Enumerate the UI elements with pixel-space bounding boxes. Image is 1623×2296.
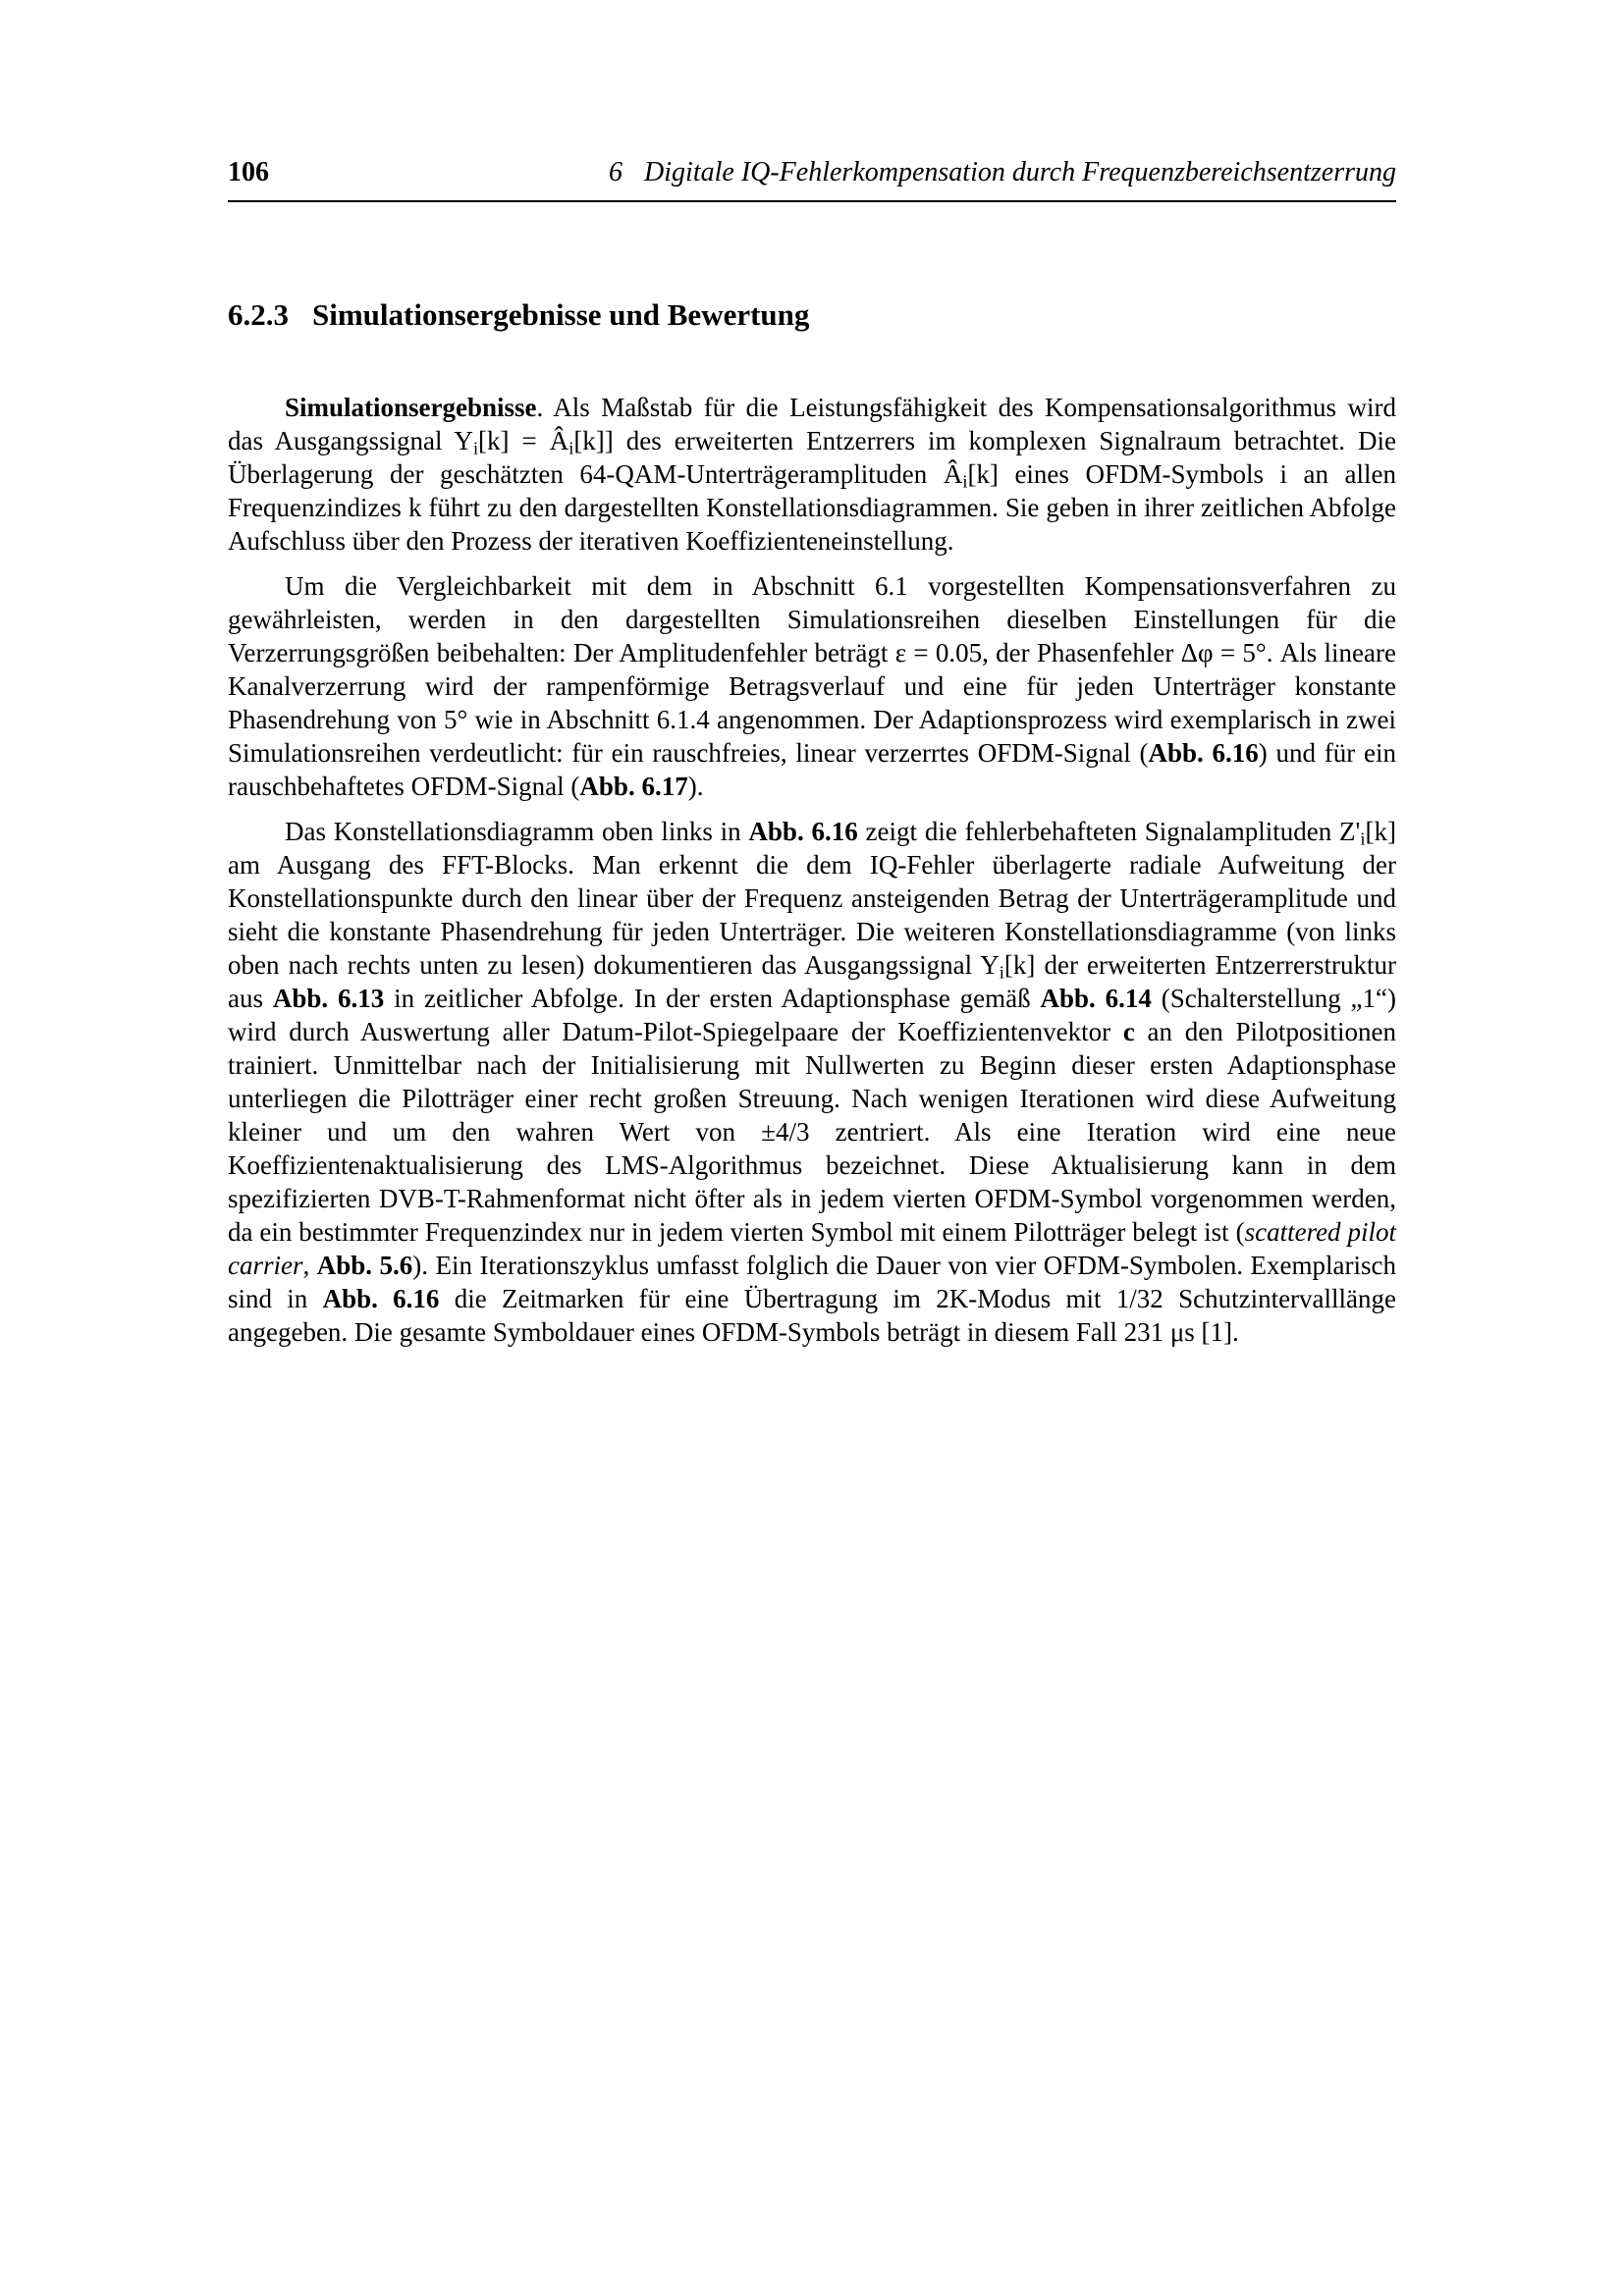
emphasis-text: c bbox=[1122, 1017, 1135, 1046]
paragraph bbox=[228, 569, 1396, 803]
subscript: i bbox=[1360, 828, 1366, 849]
emphasis-text: Abb. 6.17 bbox=[579, 772, 688, 801]
text-run: in zeitlicher Abfolge. In der ersten Adaptionsphase gemäß bbox=[384, 984, 1041, 1013]
text-run: (Schalterstellung „1“) wird durch Auswertung aller Datum-Pilot-Spiegelpaare der Koeffizientenvektor bbox=[228, 984, 1397, 1046]
text-run: ) und für ein rauschbehaftetes OFDM-Signal ( bbox=[228, 738, 1396, 801]
text-run: [k] eines OFDM-Symbols i an allen Frequenzindizes k führt zu den dargestellten Konstellationsdiagrammen. Sie geben in ihrer zeitlichen Abfolge Aufschluss über den Prozess der iterativen Koeffizienteneinstellung. bbox=[228, 459, 1397, 556]
running-title bbox=[609, 157, 1396, 188]
section-heading bbox=[228, 296, 1396, 334]
subscript: i bbox=[472, 438, 479, 458]
text-run: ). bbox=[687, 772, 704, 801]
paragraph bbox=[228, 391, 1396, 558]
section-number: 6.2.3 bbox=[228, 297, 289, 332]
emphasis-text: Abb. 6.16 bbox=[1148, 738, 1259, 768]
page-number: 106 bbox=[228, 157, 269, 187]
running-header bbox=[228, 157, 1396, 202]
page-content bbox=[228, 157, 1396, 1349]
text-run: zeigt die fehlerbehafteten Signalamplituden Z' bbox=[857, 817, 1361, 846]
text-run: [k] der erweiterten Entzerrerstruktur aus bbox=[228, 950, 1396, 1013]
text-run: an den Pilotpositionen trainiert. Unmittelbar nach der Initialisierung mit Nullwerten zu Beginn dieser ersten Adaptionsphase unterliegen die Pilotträger einer recht großen Streuung. Nach wenigen Iterationen wird diese Aufweitung kleiner und um den wahren Wert von ±4/3 zentriert. Als eine Iteration wird eine neue Koeffizientenaktualisierung des LMS-Algorithmus bezeichnet. Diese Aktualisierung kann in dem spezifizierten DVB-T-Rahmenformat nicht öfter als in jedem vierten OFDM-Symbol vorgenommen werden, da ein bestimmter Frequenzindex nur in jedem vierten Symbol mit einem Pilotträger belegt ist ( bbox=[228, 1017, 1397, 1247]
text-run: [k] am Ausgang des FFT-Blocks. Man erkennt die dem IQ-Fehler überlagerte radiale Aufweitung der Konstellationspunkte durch den linear über der Frequenz ansteigenden Betrag der Unterträgeramplitude und sieht die konstante Phasendrehung für jeden Unterträger. Die weiteren Konstellationsdiagramme (von links oben nach rechts unten zu lesen) dokumentieren das Ausgangssignal Y bbox=[228, 817, 1396, 980]
chapter-number: 6 bbox=[609, 157, 623, 187]
section-title: Simulationsergebnisse und Bewertung bbox=[312, 297, 810, 332]
text-run: die Zeitmarken für eine Übertragung im 2K-Modus mit 1/32 Schutzintervalllänge angegeben. Die gesamte Symboldauer eines OFDM-Symbols beträgt in diesem Fall 231 μs [1]. bbox=[228, 1284, 1397, 1347]
text-run: . Als Maßstab für die Leistungsfähigkeit des Kompensationsalgorithmus wird das Ausgangssignal Y bbox=[228, 393, 1396, 455]
emphasis-text: Simulationsergebnisse bbox=[285, 393, 537, 422]
subscript: i bbox=[999, 962, 1004, 983]
emphasis-text: Abb. 6.16 bbox=[748, 817, 858, 846]
emphasis-text: Abb. 6.13 bbox=[272, 984, 385, 1013]
text-run: ). Ein Iterationszyklus umfasst folglich die Dauer von vier OFDM-Symbolen. Exemplarisch sind in bbox=[228, 1251, 1397, 1313]
text-run: Das Konstellationsdiagramm oben links in bbox=[285, 817, 749, 846]
text-run: Um die Vergleichbarkeit mit dem in Abschnitt 6.1 vorgestellten Kompensationsverfahren zu gewährleisten, werden in den dargestellten Simulationsreihen dieselben Einstellungen für die Verzerrungsgrößen beibehalten: Der Amplitudenfehler beträgt ε = 0.05, der Phasenfehler Δφ = 5°. Als lineare Kanalverzerrung wird der rampenförmige Betragsverlauf und eine für jeden Unterträger konstante Phasendrehung von 5° wie in Abschnitt 6.1.4 angenommen. Der Adaptionsprozess wird exemplarisch in zwei Simulationsreihen verdeutlicht: für ein rauschfreies, linear verzerrtes OFDM-Signal ( bbox=[228, 571, 1396, 768]
emphasis-text: Abb. 6.14 bbox=[1040, 984, 1152, 1013]
text-run: [k]] des erweiterten Entzerrers im komplexen Signalraum betrachtet. Die Überlagerung der geschätzten 64-QAM-Unterträgeramplituden Â bbox=[228, 426, 1396, 489]
chapter-title: Digitale IQ-Fehlerkompensation durch Frequenzbereichsentzerrung bbox=[644, 157, 1396, 187]
text-run: [k] = Â bbox=[478, 426, 569, 455]
text-run: , bbox=[302, 1251, 317, 1280]
emphasis-text: Abb. 5.6 bbox=[316, 1251, 413, 1280]
body-text bbox=[228, 391, 1396, 1349]
subscript: i bbox=[962, 471, 968, 492]
emphasis-text: Abb. 6.16 bbox=[322, 1284, 440, 1313]
emphasis-text: scattered pilot carrier bbox=[228, 1217, 1396, 1280]
subscript: i bbox=[568, 438, 574, 458]
paragraph bbox=[228, 815, 1396, 1349]
